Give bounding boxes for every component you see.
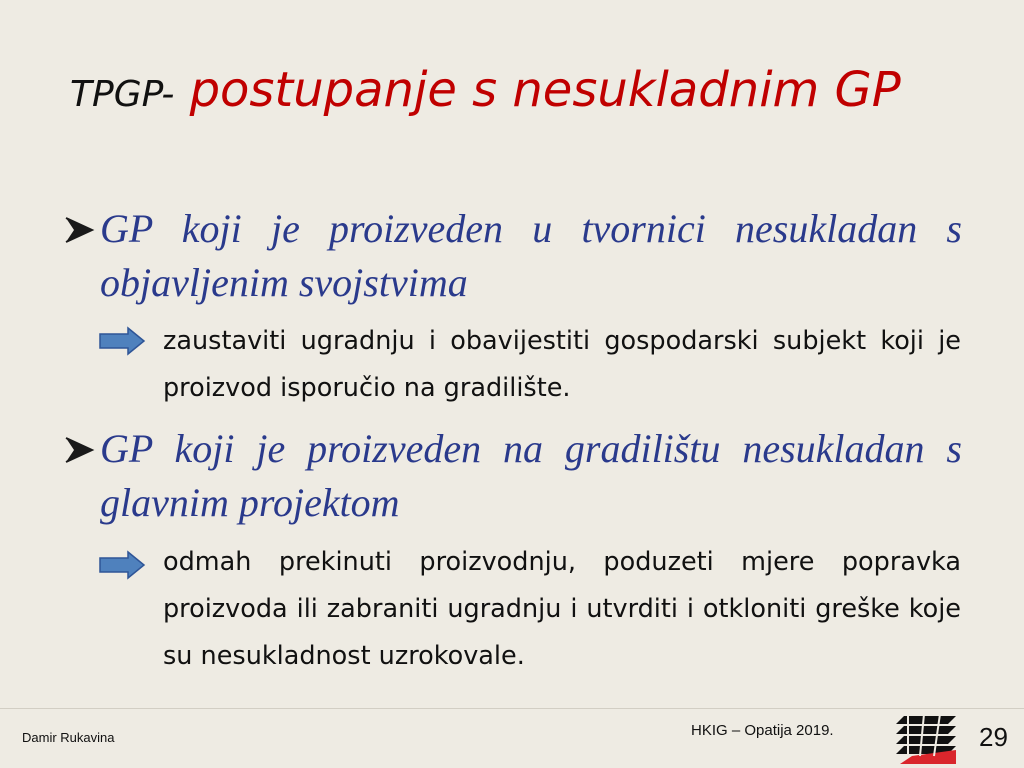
action-text-2: odmah prekinuti proizvodnju, poduzeti mjere popravka proizvoda ili zabraniti ugradnju i utvrditi i otkloniti greške koje su nesukladnost uzrokovale. — [163, 547, 961, 671]
right-arrow-icon — [98, 550, 146, 580]
slide-title — [70, 62, 901, 118]
bullet-text: GP koji je proizveden u tvornici nesukladan s objavljenim svojstvima — [100, 206, 962, 305]
title-main: postupanje s nesukladnim GP — [174, 62, 901, 118]
title-prefix: TPGP- — [70, 74, 175, 115]
right-arrow-icon — [98, 326, 146, 356]
footer-divider — [0, 708, 1024, 709]
footer-author: Damir Rukavina — [22, 730, 115, 745]
action-text-1: zaustaviti ugradnju i obavijestiti gospodarski subjekt koji je proizvod isporučio na gradilište. — [163, 326, 961, 403]
page-number: 29 — [979, 722, 1008, 752]
hkig-logo — [894, 710, 958, 766]
bullet-item-2 — [62, 422, 962, 530]
bullet-item-1 — [62, 202, 962, 310]
bullet-text: GP koji je proizveden na gradilištu nesukladan s glavnim projektom — [100, 426, 962, 525]
arrowhead-bullet-icon — [62, 434, 98, 466]
footer-conference: HKIG – Opatija 2019. — [691, 722, 834, 739]
arrowhead-bullet-icon — [62, 214, 98, 246]
